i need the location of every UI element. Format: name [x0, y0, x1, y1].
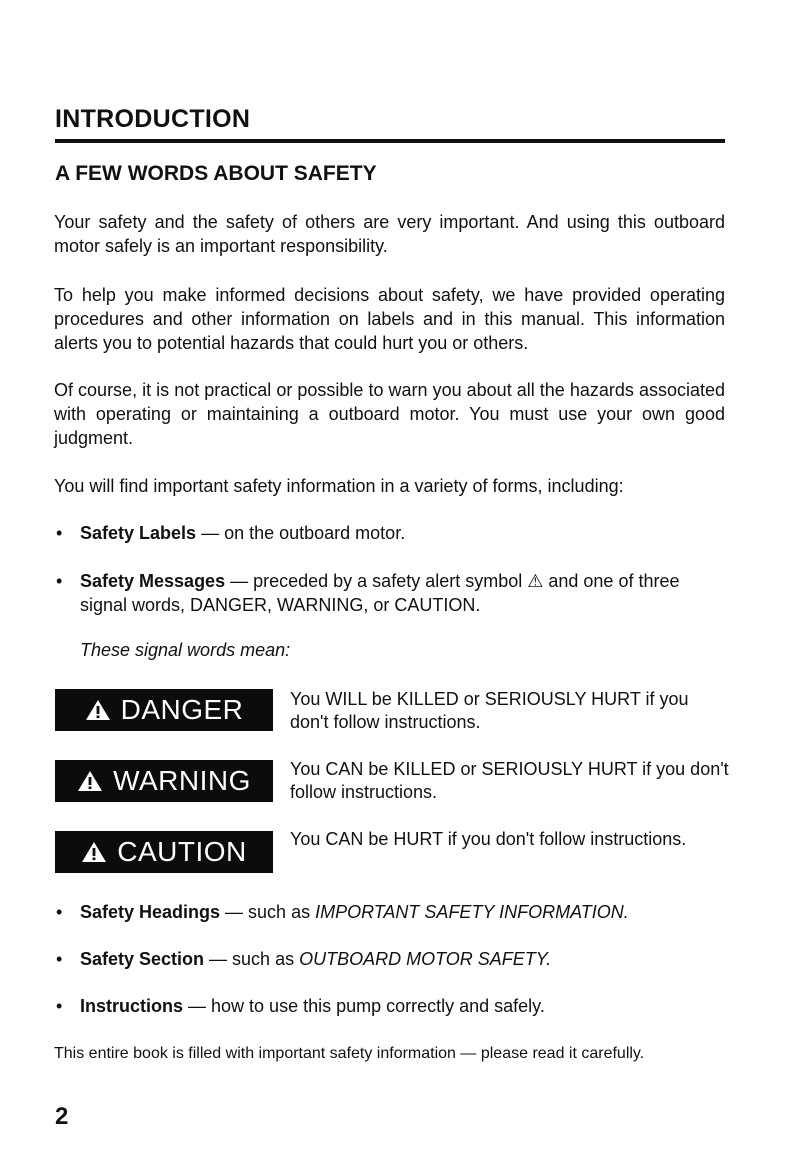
bullet-safety-messages — [80, 569, 725, 617]
danger-signal-box — [55, 689, 273, 731]
bullet-dot: • — [56, 996, 63, 1016]
subsection-title: A FEW WORDS ABOUT SAFETY — [55, 162, 377, 185]
bullet-desc: — how to use this pump correctly and safely. — [183, 996, 545, 1016]
warning-triangle-icon — [85, 698, 111, 722]
signal-word: CAUTION — [117, 836, 247, 867]
bullet-desc: — on the outboard motor. — [196, 523, 406, 543]
bullet-term: Instructions — [80, 996, 184, 1016]
paragraph-intro: Your safety and the safety of others are very important. And using this outboard motor safely is an important responsibility. — [54, 212, 725, 256]
bullet-emphasis: IMPORTANT SAFETY INFORMATION. — [315, 902, 629, 922]
paragraph-forms: You will find important safety information in a variety of forms, including: — [54, 476, 624, 496]
title-rule — [55, 139, 725, 143]
bullet-term: Safety Messages — [80, 571, 226, 591]
caution-meaning: You CAN be HURT if you don't follow instructions. — [290, 829, 687, 849]
signal-word: WARNING — [113, 765, 251, 796]
paragraph-judgment: Of course, it is not practical or possible to warn you about all the hazards associated with operating or maintaining a outboard motor. You must use your own good judgment. — [54, 380, 725, 448]
page-number: 2 — [55, 1103, 69, 1130]
bullet-desc: — such as — [220, 902, 316, 922]
warning-triangle-icon — [77, 769, 103, 793]
bullet-term: Safety Headings — [80, 902, 221, 922]
bullet-dot: • — [56, 571, 63, 591]
bullet-desc: — such as — [204, 949, 300, 969]
caution-signal-box — [55, 831, 273, 873]
bullet-safety-labels — [80, 521, 725, 545]
danger-meaning: You WILL be KILLED or SERIOUSLY HURT if you don't follow instructions. — [290, 689, 689, 732]
signal-word: DANGER — [120, 694, 244, 725]
bullet-term: Safety Labels — [80, 523, 197, 543]
bullet-instructions — [80, 994, 725, 1018]
bullet-emphasis: OUTBOARD MOTOR SAFETY. — [299, 949, 552, 969]
warning-meaning: You CAN be KILLED or SERIOUSLY HURT if you don't follow instructions. — [290, 759, 729, 802]
bullet-dot: • — [56, 523, 63, 543]
paragraph-decisions: To help you make informed decisions about safety, we have provided operating procedures and other information on labels and in this manual. This information alerts you to potential hazards that could hurt you or others. — [54, 285, 725, 353]
closing-paragraph: This entire book is filled with important safety information — please read it carefully. — [54, 1045, 645, 1062]
bullet-safety-headings — [80, 900, 725, 924]
signal-intro: These signal words mean: — [80, 640, 291, 660]
bullet-dot: • — [56, 902, 63, 922]
bullet-dot: • — [56, 949, 63, 969]
bullet-desc: — preceded by a safety alert symbol ⚠ and one of three signal words, DANGER, WARNING, or CAUTION. — [80, 571, 680, 615]
bullet-safety-section — [80, 947, 725, 971]
bullet-term: Safety Section — [80, 949, 205, 969]
warning-triangle-icon — [81, 840, 107, 864]
warning-signal-box — [55, 760, 273, 802]
section-title: INTRODUCTION — [55, 105, 251, 133]
